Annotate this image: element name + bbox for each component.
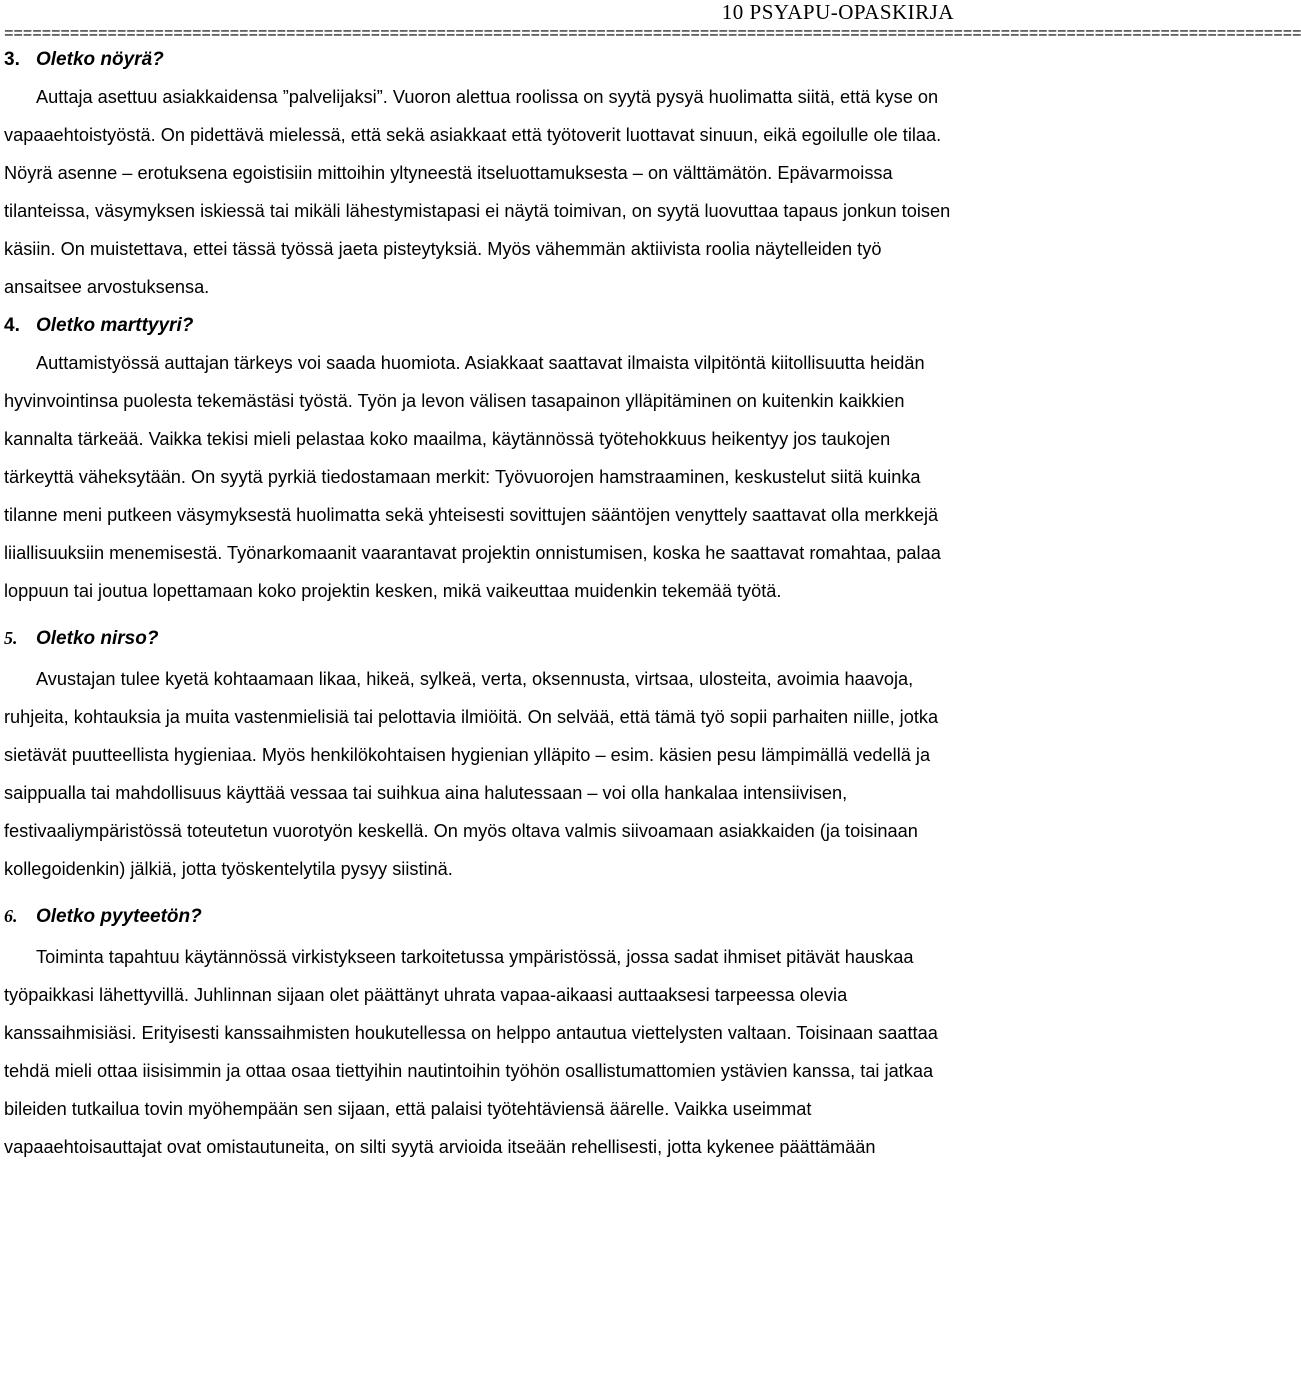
document-body (4, 48, 956, 1166)
section-paragraph: Avustajan tulee kyetä kohtaamaan likaa, hikeä, sylkeä, verta, oksennusta, virtsaa, ulosteita, avoimia haavoja, ruhjeita, kohtauksia ja muita vastenmielisiä tai pelottavia ilmiöitä. On selvää, että tämä työ sopii parhaiten niille, jotka sietävät puutteellista hygieniaa. Myös henkilökohtaisen hygienian ylläpito – esim. käsien pesu lämpimällä vedellä ja saippualla tai mahdollisuus käyttää vessaa tai suihkua aina halutessaan – voi olla hankalaa intensiivisen, festivaaliympäristössä toteutetun vuorotyön keskellä. On myös oltava valmis siivoamaan asiakkaiden (ja toisinaan kollegoidenkin) jälkiä, jotta työskentelytila pysyy siistinä. (4, 669, 939, 879)
section-heading (4, 308, 956, 344)
section-number: 3. (4, 49, 20, 70)
section-number: 6. (4, 906, 18, 926)
header-rule: ========================================================================================================================================== (4, 25, 1301, 43)
section-heading (4, 618, 956, 660)
section-paragraph: Toiminta tapahtuu käytännössä virkistykseen tarkoitetussa ympäristössä, jossa sadat ihmiset pitävät hauskaa työpaikkasi lähettyvillä. Juhlinnan sijaan olet päättänyt uhrata vapaa-aikaasi auttaaksesi tarpeessa olevia kanssaihmisiäsi. Erityisesti kanssaihmisten houkutellessa on helppo antautua viettelysten valtaan. Toisinaan saattaa tehdä mieli ottaa iisisimmin ja ottaa osaa tiettyihin nautintoihin työhön osallistumattomien ystävien kanssa, tai jatkaa bileiden tutkailua tovin myöhempään sen sijaan, että palaisi työtehtäviensä äärelle. Vaikka useimmat vapaaehtoisauttajat ovat omistautuneita, on silti syytä arvioida itseään rehellisesti, jotta kykenee päättämään (4, 947, 938, 1157)
section-number: 4. (4, 315, 20, 336)
section-heading (4, 48, 956, 78)
section-title: Oletko nirso? (36, 628, 159, 649)
section-title: Oletko marttyyri? (36, 315, 194, 336)
section-title: Oletko pyyteetön? (36, 906, 202, 927)
page-header: 10 PSYAPU-OPASKIRJA (721, 0, 954, 24)
section-paragraph: Auttaja asettuu asiakkaidensa ”palvelijaksi”. Vuoron alettua roolissa on syytä pysyä huolimatta siitä, että kyse on vapaaehtoistyöstä. On pidettävä mielessä, että sekä asiakkaat että työtoverit luottavat sinuun, eikä egoilulle ole tilaa. Nöyrä asenne – erotuksena egoistisiin mittoihin yltyneestä itseluottamuksesta – on välttämätön. Epävarmoissa tilanteissa, väsymyksen iskiessä tai mikäli lähestymistapasi ei näytä toimivan, on syytä luovuttaa tapaus jonkun toisen käsiin. On muistettava, ettei tässä työssä jaeta pisteytyksiä. Myös vähemmän aktiivista roolia näytelleiden työ ansaitsee arvostuksensa. (4, 87, 951, 297)
section-heading (4, 896, 956, 938)
section-number: 5. (4, 628, 18, 648)
section-title: Oletko nöyrä? (36, 49, 164, 70)
section-paragraph: Auttamistyössä auttajan tärkeys voi saada huomiota. Asiakkaat saattavat ilmaista vilpitöntä kiitollisuutta heidän hyvinvointinsa puolesta tekemästäsi työstä. Työn ja levon välisen tasapainon ylläpitäminen on kuitenkin kaikkien kannalta tärkeää. Vaikka tekisi mieli pelastaa koko maailma, käytännössä työtehokkuus heikentyy jos taukojen tärkeyttä väheksytään. On syytä pyrkiä tiedostamaan merkit: Työvuorojen hamstraaminen, keskustelut siitä kuinka tilanne meni putkeen väsymyksestä huolimatta sekä yhteisesti sovittujen sääntöjen venyttely saattavat olla merkkejä liiallisuuksiin menemisestä. Työnarkomaanit vaarantavat projektin onnistumisen, koska he saattavat romahtaa, palaa loppuun tai joutua lopettamaan koko projektin kesken, mikä vaikeuttaa muidenkin tekemää työtä. (4, 353, 941, 601)
